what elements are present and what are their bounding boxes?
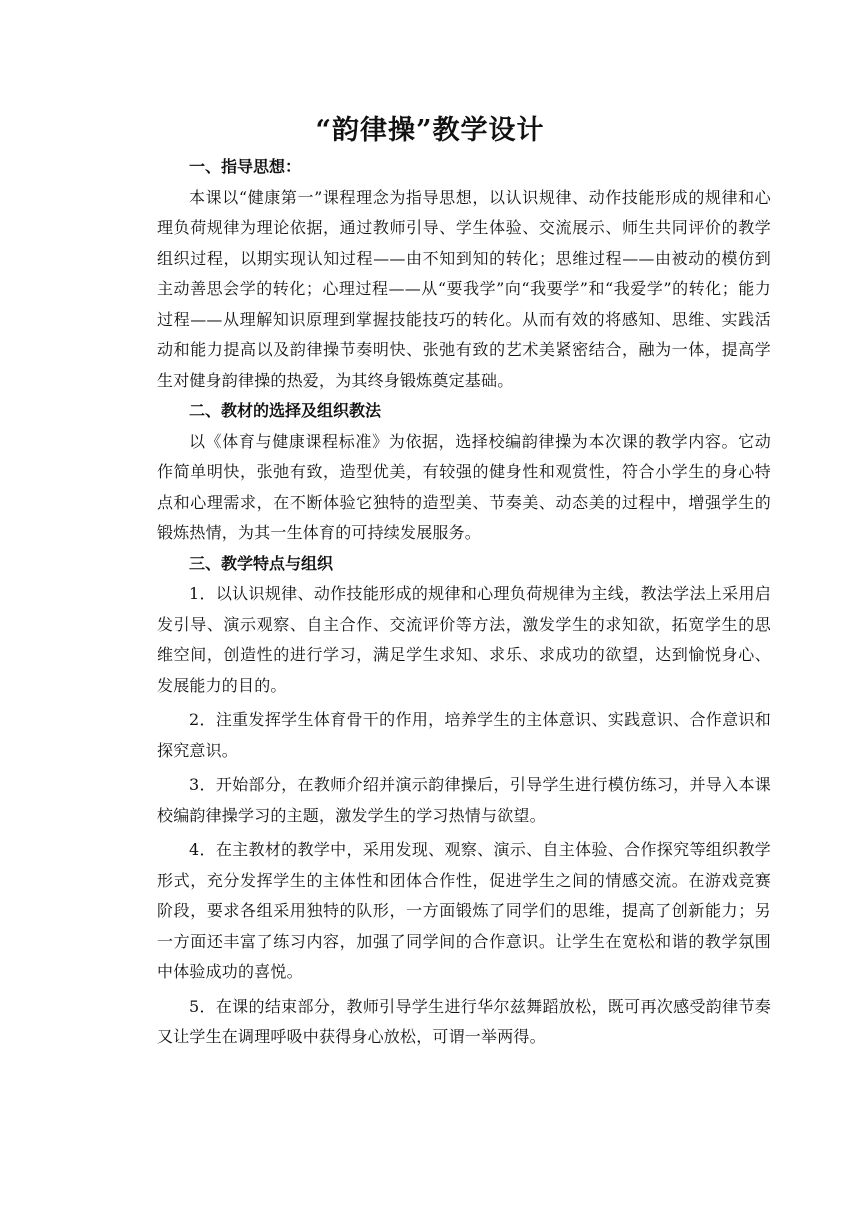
section-2-paragraph-1: 以《体育与健康课程标准》为依据，选择校编韵律操为本次课的教学内容。它动作简单明快，张弛有致，造型优美，有较强的健身性和观赏性，符合小学生的身心特点和心理需求，在不断体验它独特的造型美、节奏美、动态美的过程中，增强学生的锻炼热情，为其一生体育的可持续发展服务。 — [157, 431, 771, 542]
section-3-item-3: 3．开始部分，在教师介绍并演示韵律操后，引导学生进行模仿练习，并导入本课校编韵律操学习的主题，激发学生的学习热情与欲望。 — [157, 775, 771, 825]
section-heading-3: 三、教学特点与组织 — [189, 553, 334, 573]
document-title: “韵律操”教学设计 — [315, 115, 545, 146]
section-3-item-4: 4．在主教材的教学中，采用发现、观察、演示、自主体验、合作探究等组织教学形式，充分发挥学生的主体性和团体合作性，促进学生之间的情感交流。在游戏竞赛阶段，要求各组采用独特的队形，一方面锻炼了同学们的思维，提高了创新能力；另一方面还丰富了练习内容，加强了同学间的合作意识。让学生在宽松和谐的教学氛围中体验成功的喜悦。 — [157, 840, 771, 981]
section-heading-2: 二、教材的选择及组织教法 — [189, 401, 382, 420]
document-body — [157, 152, 771, 1053]
section-3-item-1: 1．以认识规律、动作技能形成的规律和心理负荷规律为主线，教法学法上采用启发引导、演示观察、自主合作、交流评价等方法，激发学生的求知欲，拓宽学生的思维空间，创造性的进行学习，满足学生求知、求乐、求成功的欲望，达到愉悦身心、发展能力的目的。 — [157, 584, 771, 695]
section-heading-1: 一、指导思想： — [189, 157, 302, 176]
section-1-paragraph-1: 本课以“健康第一”课程理念为指导思想，以认识规律、动作技能形成的规律和心理负荷规律为理论依据，通过教师引导、学生体验、交流展示、师生共同评价的教学组织过程，以期实现认知过程——由不知到知的转化；思维过程——由被动的模仿到主动善思会学的转化；心理过程——从“要我学”向“我要学”和“我爱学”的转化；能力过程——从理解知识原理到掌握技能技巧的转化。从而有效的将感知、思维、实践活动和能力提高以及韵律操节奏明快、张弛有致的艺术美紧密结合，融为一体，提高学生对健身韵律操的热爱，为其终身锻炼奠定基础。 — [157, 187, 771, 390]
section-3-item-5: 5．在课的结束部分，教师引导学生进行华尔兹舞蹈放松，既可再次感受韵律节奏又让学生在调理呼吸中获得身心放松，可谓一举两得。 — [157, 996, 771, 1046]
section-3-item-2: 2．注重发挥学生体育骨干的作用，培养学生的主体意识、实践意识、合作意识和探究意识。 — [157, 710, 771, 760]
